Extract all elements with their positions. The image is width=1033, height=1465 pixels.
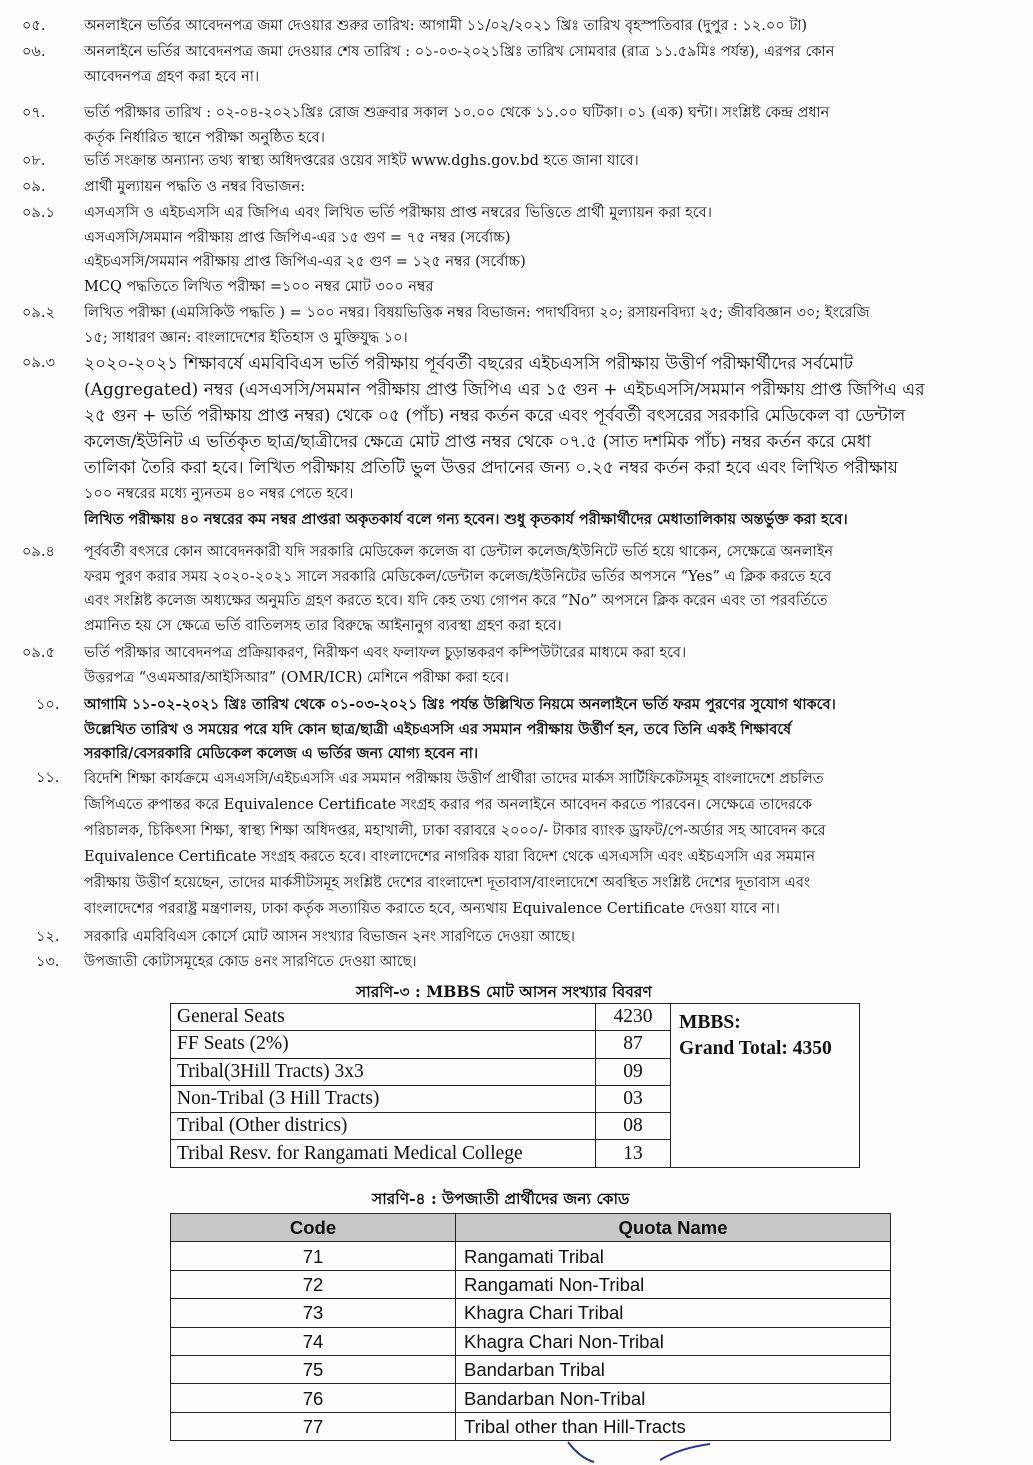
item-text (84, 201, 1005, 299)
seat-value: 09 (596, 1058, 671, 1085)
code-cell: 77 (171, 1412, 456, 1440)
grand-total-value: Grand Total: 4350 (679, 1038, 832, 1059)
seat-value: 87 (596, 1031, 671, 1058)
signature-mark-icon (560, 1440, 720, 1465)
item-number: ১০. (36, 697, 60, 713)
table-row (171, 1327, 891, 1355)
text-line: কর্তৃক নির্ধারিত স্থানে পরীক্ষা অনুষ্ঠিত হবে। (84, 129, 325, 146)
text-line: MCQ পদ্ধতিতে লিখিত পরীক্ষা =১০০ নম্বর মোট ৩০০ নম্বর (84, 278, 434, 295)
quota-cell: Bandarban Tribal (456, 1355, 891, 1383)
quota-cell: Tribal other than Hill-Tracts (456, 1412, 891, 1440)
item-text (84, 925, 1005, 950)
item-text (84, 766, 1005, 922)
code-cell: 73 (171, 1299, 456, 1327)
seat-label: Tribal (Other districs) (171, 1113, 596, 1140)
text-line: এবং সংশ্লিষ্ট কলেজ অধ্যক্ষের অনুমতি গ্রহণ করতে হবে। যদি কেহ তথ্য গোপন করে “No” অপসনে ক্লিক করেন এবং তা পরবর্তিতে (84, 593, 828, 609)
quota-cell: Rangamati Tribal (456, 1242, 891, 1270)
mbbs-seat-table (170, 1003, 860, 1168)
item-number: ০৮. (22, 153, 46, 169)
text-line: অনলাইনে ভর্তির আবেদনপত্র জমা দেওয়ার শেষ তারিখ : ০১-০৩-২০২১খ্রিঃ তারিখ সোমবার (রাত্র ১১.৫৯মিঃ পর্যন্ত), এরপর কোন (84, 44, 835, 60)
item-number: ০৯. (22, 179, 46, 195)
table-row (171, 1270, 891, 1298)
text-line: সরকারি/বেসরকারি মেডিকেল কলেজ এ ভর্তির জন্য যোগ্য হবেন না। (84, 745, 478, 762)
column-header-quota: Quota Name (456, 1214, 891, 1242)
item-number: ০৯.৪ (22, 544, 55, 560)
text-line: প্রমানিত হয় সে ক্ষেত্রে ভর্তি বাতিলসহ তার বিরুদ্ধে আইনানুগ ব্যবস্থা গ্রহণ করা হবে। (84, 617, 562, 634)
table-header-row (171, 1214, 891, 1242)
item-number: ০৯.৩ (22, 355, 55, 371)
text-line: অনলাইনে ভর্তির আবেদনপত্র জমা দেওয়ার শুরুর তারিখ: আগামী ১১/০২/২০২১ খ্রিঃ তারিখ বৃহস্পতিবার (দুপুর : ১২.০০ টা) (84, 18, 808, 34)
text-line: এসএসসি ও এইচএসসি এর জিপিএ এবং লিখিত ভর্তি পরীক্ষায় প্রাপ্ত নম্বরের ভিত্তিতে প্রার্থী মুল্যায়ন করা হবে। (84, 205, 712, 221)
grand-total-cell (671, 1004, 860, 1168)
table3-caption: সারণি-৩ : MBBS মোট আসন সংখ্যার বিবরণ (356, 982, 652, 1001)
item-number: ০৯.৫ (22, 645, 55, 661)
code-cell: 74 (171, 1327, 456, 1355)
item-number: ০৫. (22, 18, 46, 34)
text-line: লিখিত পরীক্ষা (এমসিকিউ পদ্ধতি ) = ১০০ নম্বর। বিষয়ভিত্তিক নম্বর বিভাজন: পদার্থবিদ্যা ২০; রসায়নবিদ্যা ২৫; জীববিজ্ঞান ৩০; ইংরেজি (84, 305, 870, 321)
quota-cell: Khagra Chari Non-Tribal (456, 1327, 891, 1355)
text-line: ২৫ গুন + ভর্তি পরীক্ষায় প্রাপ্ত নম্বর) থেকে ০৫ (পাঁচ) নম্বর কর্তন করে এবং পূর্ববর্তী বৎসরের সরকারি মেডিকেল বা ডেন্টাল (84, 406, 906, 426)
text-line: উপজাতী কোটাসমূহের কোড ৪নং সারণিতে দেওয়া আছে। (84, 954, 417, 970)
seat-value: 4230 (596, 1004, 671, 1031)
grand-total-label: MBBS: (679, 1012, 741, 1033)
code-cell: 71 (171, 1242, 456, 1270)
table-row (171, 1299, 891, 1327)
item-number: ০৯.২ (22, 305, 55, 321)
text-line: ২০২০-২০২১ শিক্ষাবর্ষে এমবিবিএস ভর্তি পরীক্ষায় পূর্ববর্তী বছরের এইচএসসি পরীক্ষায় উত্তীর্ণ পরীক্ষার্থীদের সর্বমোট (84, 354, 854, 374)
tribal-code-table (170, 1213, 891, 1441)
item-number: ১৩. (36, 954, 60, 970)
item-text (84, 693, 1005, 767)
code-cell: 75 (171, 1355, 456, 1383)
text-line: জিপিএতে রুপান্তর করে Equivalence Certificate সংগ্রহ করার পর অনলাইনে আবেদন করতে পারবেন। সেক্ষেত্রে তাদেরকে (84, 797, 813, 813)
text-line: এসএসসি/সমমান পরীক্ষায় প্রাপ্ত জিপিএ-এর ১৫ গুণ = ৭৫ নম্বর (সর্বোচ্চ) (84, 229, 511, 246)
text-line: আবেদনপত্র গ্রহণ করা হবে না। (84, 68, 260, 85)
text-line: পূর্ববর্তী বৎসরে কোন আবেদনকারী যদি সরকারি মেডিকেল কলেজ বা ডেন্টাল কলেজ/ইউনিটে ভর্তি হয়ে থাকেন, সেক্ষেত্রে অনলাইন (84, 544, 834, 560)
table-row (171, 1412, 891, 1440)
item-number: ১১. (36, 770, 60, 786)
item-number: ০৯.১ (22, 205, 55, 221)
item-text (84, 40, 1005, 89)
table-row (171, 1004, 860, 1031)
text-line: ফরম পুরণ করার সময় ২০২০-২০২১ সালে সরকারি মেডিকেল/ডেন্টাল কলেজ/ইউনিটের ভর্তির অপসনে “Yes” এ ক্লিক করতে হবে (84, 568, 832, 585)
text-line: লিখিত পরীক্ষায় ৪০ নম্বরের কম নম্বর প্রাপ্তরা অকৃতকার্য বলে গন্য হবেন। শুধু কৃতকার্য পরীক্ষার্থীদের মেধাতালিকায় অন্তর্ভুক্ত করা হবে। (84, 511, 848, 528)
table4-caption: সারণি-৪ : উপজাতী প্রার্থীদের জন্য কোড (372, 1189, 630, 1208)
item-text (84, 641, 1005, 690)
text-line: পরিচালক, চিকিৎসা শিক্ষা, স্বাস্থ্য শিক্ষা অধিদপ্তর, মহাখালী, ঢাকা বরাবরে ২০০০/- টাকার ব্যাংক ড্রাফট/পে-অর্ডার সহ আবেদন করে (84, 823, 826, 839)
code-cell: 72 (171, 1270, 456, 1298)
column-header-code: Code (171, 1214, 456, 1242)
seat-label: General Seats (171, 1004, 596, 1031)
table-row (171, 1242, 891, 1270)
text-line: বাংলাদেশের পররাষ্ট্র মন্ত্রণালয়, ঢাকা কর্তৃক সত্যায়িত করাতে হবে, অন্যথায় Equivalence Certificate দেওয়া যাবে না। (84, 901, 780, 917)
text-line: (Aggregated) নম্বর (এসএসসি/সমমান পরীক্ষায় প্রাপ্ত জিপিএ এর ১৫ গুন + এইচএসসি/সমমান পরীক্ষায় প্রাপ্ত জিপিএ এর (84, 380, 925, 400)
item-text (84, 301, 1005, 350)
seat-value: 13 (596, 1140, 671, 1167)
item-text (84, 101, 1005, 150)
text-line: ভর্তি পরীক্ষার তারিখ : ০২-০৪-২০২১খ্রিঃ রোজ শুক্রবার সকাল ১০.০০ থেকে ১১.০০ ঘটিকা। ০১ (এক) ঘন্টা। সংশ্লিষ্ট কেন্দ্র প্রধান (84, 105, 830, 121)
item-text (84, 149, 1005, 174)
text-line: ভর্তি সংক্রান্ত অন্যান্য তথ্য স্বাস্থ্য অধিদপ্তরের ওয়েব সাইট www.dghs.gov.bd হতে জানা যাবে। (84, 153, 639, 169)
seat-label: Non-Tribal (3 Hill Tracts) (171, 1085, 596, 1112)
item-number: ১২. (36, 929, 60, 945)
code-cell: 76 (171, 1384, 456, 1412)
seat-value: 03 (596, 1085, 671, 1112)
text-line: ১০০ নম্বরের মধ্যে ন্যুনতম ৪০ নম্বর পেতে হবে। (84, 486, 354, 502)
quota-cell: Khagra Chari Tribal (456, 1299, 891, 1327)
text-line: ১৫; সাধারণ জ্ঞান: বাংলাদেশের ইতিহাস ও মুক্তিযুদ্ধ ১০। (84, 329, 408, 346)
text-line: প্রার্থী মুল্যায়ন পদ্ধতি ও নম্বর বিভাজন: (84, 179, 306, 195)
item-number: ০৭. (22, 105, 46, 121)
item-text (84, 950, 1005, 975)
text-line: ভর্তি পরীক্ষার আবেদনপত্র প্রক্রিয়াকরণ, নিরীক্ষণ এবং ফলাফল চুড়ান্তকরণ কম্পিউটারের মাধ্যমে করা হবে। (84, 645, 687, 661)
item-number: ০৬. (22, 44, 46, 60)
item-text (84, 175, 1005, 200)
text-line: তালিকা তৈরি করা হবে। লিখিত পরীক্ষায় প্রতিটি ভুল উত্তর প্রদানের জন্য ০.২৫ নম্বর কর্তন করা হবে এবং লিখিত পরীক্ষায় (84, 458, 898, 478)
text-line: পরীক্ষায় উত্তীর্ণ হয়েছেন, তাদের মার্কসীটসমূহ সংশ্লিষ্ট দেশের বাংলাদেশ দূতাবাস/বাংলাদেশে অবস্থিত সংশ্লিষ্ট দেশের দূতাবাস এবং (84, 875, 811, 891)
text-line: আগামি ১১-০২-২০২১ খ্রিঃ তারিখ থেকে ০১-০৩-২০২১ খ্রিঃ পর্যন্ত উল্লিখিত নিয়মে অনলাইনে ভর্তি ফরম পুরণের সুযোগ থাকবে। (84, 696, 836, 713)
seat-label: FF Seats (2%) (171, 1031, 596, 1058)
text-line: উত্তরপত্র “ওএমআর/আইসিআর” (OMR/ICR) মেশিনে পরীক্ষা করা হবে। (84, 669, 509, 686)
text-line: সরকারি এমবিবিএস কোর্সে মোট আসন সংখ্যার বিভাজন ২নং সারণিতে দেওয়া আছে। (84, 929, 575, 945)
text-line: কলেজ/ইউনিট এ ভর্তিকৃত ছাত্র/ছাত্রীদের ক্ষেত্রে মোট প্রাপ্ত নম্বর থেকে ০৭.৫ (সাত দশমিক পাঁচ) নম্বর কর্তন করে মেধা (84, 432, 872, 452)
table-row (171, 1384, 891, 1412)
text-line: Equivalence Certificate সংগ্রহ করতে হবে। বাংলাদেশের নাগরিক যারা বিদেশ থেকে এসএসসি এবং এইচএসসি এর সমমান (84, 849, 815, 865)
seat-value: 08 (596, 1113, 671, 1140)
item-text (84, 540, 1005, 638)
table-row (171, 1355, 891, 1383)
seat-label: Tribal(3Hill Tracts) 3x3 (171, 1058, 596, 1085)
quota-cell: Rangamati Non-Tribal (456, 1270, 891, 1298)
text-line: বিদেশি শিক্ষা কার্যক্রমে এসএসসি/এইচএসসি এর সমমান পরীক্ষায় উত্তীর্ণ প্রার্থীরা তাদের মার্কস সার্টিফিকেটসমূহ বাংলাদেশে প্রচলিত (84, 771, 824, 787)
text-line: এইচএসসি/সমমান পরীক্ষায় প্রাপ্ত জিপিএ-এর ২৫ গুণ = ১২৫ নম্বর (সর্বোচ্চ) (84, 254, 526, 270)
quota-cell: Bandarban Non-Tribal (456, 1384, 891, 1412)
text-line: উল্লেখিত তারিখ ও সময়ের পরে যদি কোন ছাত্র/ছাত্রী এইচএসসি এর সমমান পরীক্ষায় উর্ত্তীর্ণ হন, তবে তিনি একই শিক্ষাবর্ষে (84, 720, 792, 738)
item-text (84, 351, 1005, 533)
seat-label: Tribal Resv. for Rangamati Medical College (171, 1140, 596, 1167)
item-text (84, 14, 1005, 39)
